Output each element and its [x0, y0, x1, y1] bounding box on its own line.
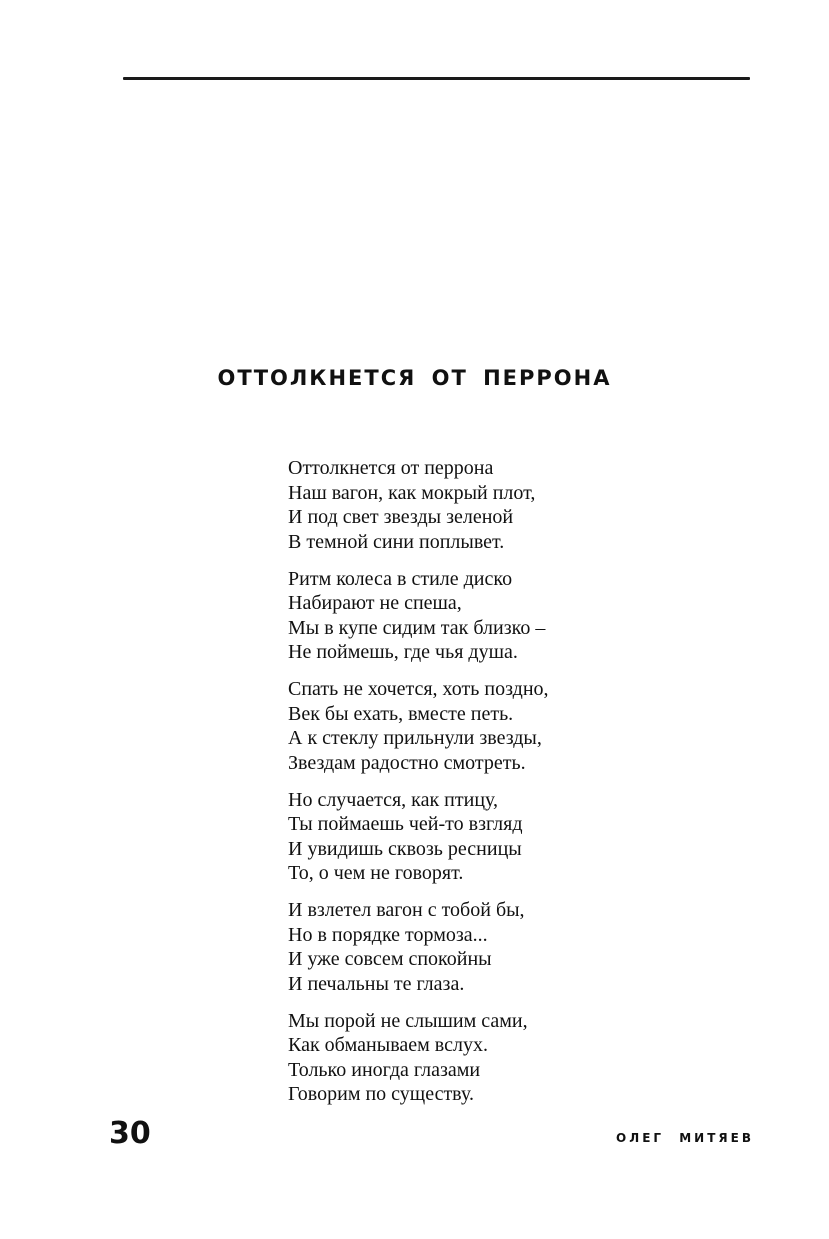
- poem-line: Ритм колеса в стиле диско: [288, 567, 513, 590]
- poem-line: А к стеклу прильнули звезды,: [288, 727, 542, 749]
- poem-line: Как обманываем вслух.: [288, 1034, 488, 1056]
- poem-line: Звездам радостно смотреть.: [288, 751, 526, 774]
- poem-line: И взлетел вагон с тобой бы,: [288, 899, 525, 921]
- poem-line: Но в порядке тормоза...: [288, 923, 488, 946]
- poem-line: Набирают не спеша,: [288, 592, 462, 614]
- poem-line: Век бы ехать, вместе петь.: [288, 702, 514, 725]
- poem-line: Мы в купе сидим так близко –: [288, 616, 546, 639]
- poem-line: Но случается, как птицу,: [288, 788, 499, 811]
- poem-line: Оттолкнется от перрона: [288, 457, 494, 479]
- poem-body: [288, 456, 708, 1119]
- poem-line: Говорим по существу.: [288, 1083, 474, 1105]
- poem-line: Спать не хочется, хоть поздно,: [288, 678, 549, 700]
- page-number: 30: [109, 1116, 151, 1151]
- stanza: [288, 1009, 708, 1107]
- poem-line: И печальны те глаза.: [288, 972, 465, 995]
- header-rule: [123, 77, 750, 80]
- stanza: [288, 898, 708, 996]
- poem-line: И увидишь сквозь ресницы: [288, 837, 522, 860]
- poem-line: И под свет звезды зеленой: [288, 506, 514, 528]
- poem-line: То, о чем не говорят.: [288, 862, 464, 884]
- stanza: [288, 456, 708, 554]
- poem-line: Наш вагон, как мокрый плот,: [288, 481, 536, 504]
- stanza: [288, 567, 708, 665]
- running-footer-author: ОЛЕГ МИТЯЕВ: [616, 1131, 754, 1145]
- stanza: [288, 677, 708, 775]
- poem-line: В темной сини поплывет.: [288, 530, 505, 553]
- poem-line: Мы порой не слышим сами,: [288, 1009, 528, 1032]
- poem-line: Не поймешь, где чья душа.: [288, 641, 518, 663]
- poem-line: И уже совсем спокойны: [288, 948, 492, 970]
- poem-line: Только иногда глазами: [288, 1058, 481, 1081]
- stanza: [288, 788, 708, 886]
- poem-line: Ты поймаешь чей-то взгляд: [288, 813, 523, 835]
- poem-title: ОТТОЛКНЕТСЯ ОТ ПЕРРОНА: [217, 366, 612, 390]
